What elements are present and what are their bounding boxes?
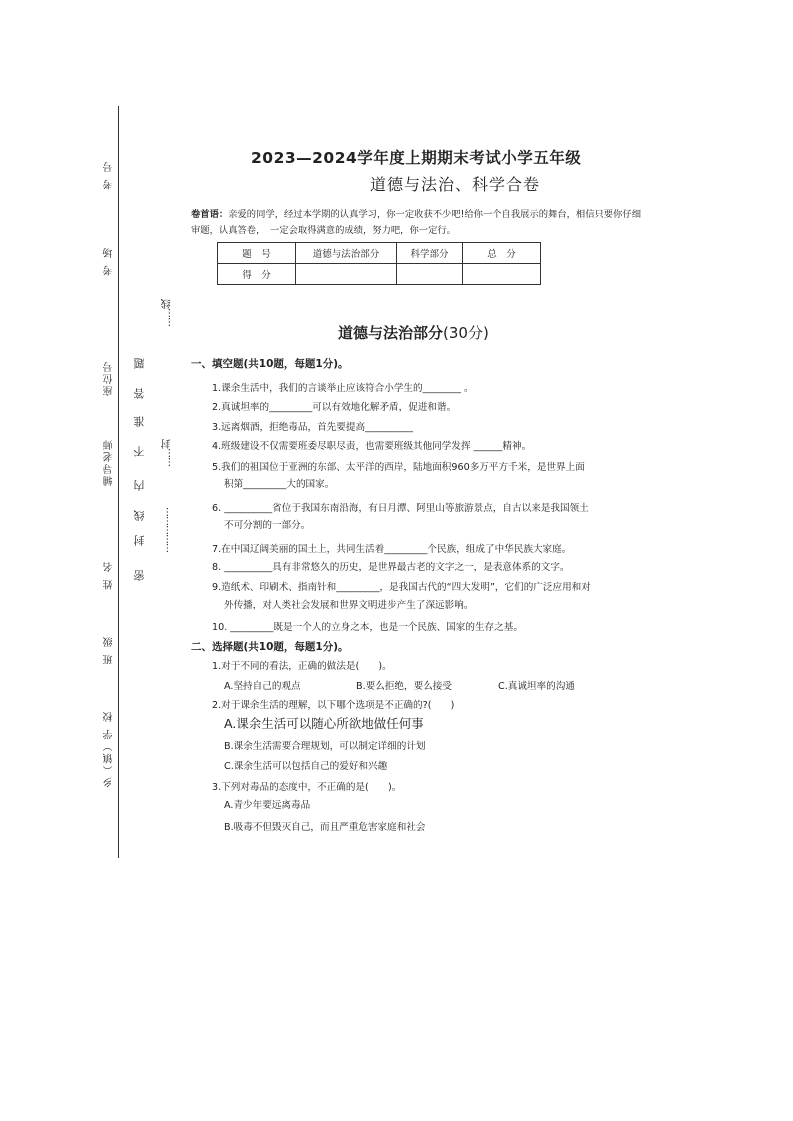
question-item-cont: 外传播，对人类社会发展和世界文明进步产生了深远影响。: [224, 600, 474, 611]
option-c[interactable]: C.课余生活可以包括自己的爱好和兴趣: [224, 761, 388, 772]
section-name: 道德与法治部分: [338, 324, 444, 342]
class-field: 班 级: [104, 635, 115, 665]
option-b[interactable]: B.要么拒绝，要么接受: [356, 681, 452, 692]
intro-paragraph: [191, 207, 641, 239]
question-item: 4.班级建设不仅需要班委尽职尽责，也需要班级其他同学发挥 ______精神。: [212, 441, 532, 452]
score-blank[interactable]: [296, 264, 397, 285]
score-blank[interactable]: [463, 264, 541, 285]
question-item: 7.在中国辽阔美丽的国土上，共同生活着_________个民族，组成了中华民族大家庭。: [212, 544, 572, 555]
seat-number-field: 座位号: [104, 360, 115, 396]
exam-title: 2023—2024学年度上期期末考试小学五年级: [251, 149, 582, 167]
score-blank[interactable]: [397, 264, 463, 285]
option-b[interactable]: B.课余生活需要合理规划，可以制定详细的计划: [224, 741, 426, 752]
option-a[interactable]: A.坚持自己的观点: [224, 681, 301, 692]
binding-line: [118, 106, 119, 858]
question-item-cont: 积第_________大的国家。: [224, 479, 335, 490]
seal-char: 题: [133, 358, 146, 369]
seal-char: 答: [133, 388, 146, 399]
question-item: 2.对于课余生活的理解，以下哪个选项是不正确的?( ): [212, 700, 455, 711]
table-cell: 科学部分: [397, 243, 463, 264]
question-item: 6. __________省位于我国东南沿海，有日月潭、阿里山等旅游景点，自古以来是我国领土: [212, 503, 589, 514]
spacer: [118, 106, 119, 107]
seal-char: 内: [133, 480, 146, 491]
intro-text: 亲爱的同学，经过本学期的认真学习，你一定收获不少吧!给你一个自我展示的舞台，相信只要你仔细审题，认真答卷， 一定会取得满意的成绩，努力吧，你一定行。: [191, 209, 641, 236]
table-cell: 题 号: [218, 243, 296, 264]
question-item: 3.远离烟酒，拒绝毒品，首先要提高__________: [212, 422, 414, 433]
part2-heading: 二、选择题(共10题，每题1分)。: [191, 641, 349, 653]
question-item: 1.课余生活中，我们的言谈举止应该符合小学生的________ 。: [212, 383, 474, 394]
table-row: [218, 243, 541, 264]
option-a[interactable]: A.青少年要远离毒品: [224, 800, 311, 811]
question-item: 9.造纸术、印刷术、指南针和_________，是我国古代的“四大发明”，它们的广泛应用和对: [212, 582, 591, 593]
intro-label: 卷首语：: [191, 209, 229, 220]
score-table: [217, 242, 541, 285]
question-item: 1.对于不同的看法，正确的做法是( )。: [212, 661, 392, 672]
seal-char: 封: [133, 535, 146, 546]
teacher-field: 辅导老师: [104, 438, 115, 486]
table-cell: 道德与法治部分: [296, 243, 397, 264]
option-c[interactable]: C.真诚坦率的沟通: [498, 681, 575, 692]
question-item: 2.真诚坦率的_________可以有效地化解矛盾，促进和谐。: [212, 402, 457, 413]
seal-char: 密: [133, 570, 146, 581]
seal-dotted-line: ……线: [162, 300, 173, 327]
name-field: 姓 名: [104, 560, 115, 590]
question-item: 3.下列对毒品的态度中，不正确的是( )。: [212, 782, 402, 793]
seal-char: 不: [133, 446, 146, 457]
section-title: [338, 322, 489, 343]
question-item-cont: 不可分割的一部分。: [224, 520, 311, 531]
exam-subtitle: 道德与法治、科学合卷: [370, 175, 541, 194]
option-b[interactable]: B.吸毒不但毁灭自己，而且严重危害家庭和社会: [224, 822, 426, 833]
table-row: [218, 264, 541, 285]
seal-char: 线: [133, 510, 146, 521]
exam-number-field: 考 号: [104, 160, 115, 190]
question-item: 8. __________具有非常悠久的历史，是世界最古老的文字之一，是表意体系的文字。: [212, 562, 570, 573]
exam-room-field: 考 场: [104, 246, 115, 276]
seal-dotted-line: ……………: [160, 508, 171, 553]
table-cell: 总 分: [463, 243, 541, 264]
part1-heading: 一、填空题(共10题，每题1分)。: [191, 358, 349, 370]
seal-dotted-line: ……封: [162, 440, 173, 467]
table-cell: 得 分: [218, 264, 296, 285]
school-field: 乡（镇）学 校: [104, 710, 115, 788]
seal-char: 准: [133, 416, 146, 427]
question-item: 5.我们的祖国位于亚洲的东部、太平洋的西岸，陆地面积960多万平方千米，是世界上面: [212, 462, 585, 473]
option-a[interactable]: A.课余生活可以随心所欲地做任何事: [224, 716, 424, 731]
question-item: 10. _________既是一个人的立身之本，也是一个民族、国家的生存之基。: [212, 622, 523, 633]
section-points: (30分): [443, 324, 489, 342]
